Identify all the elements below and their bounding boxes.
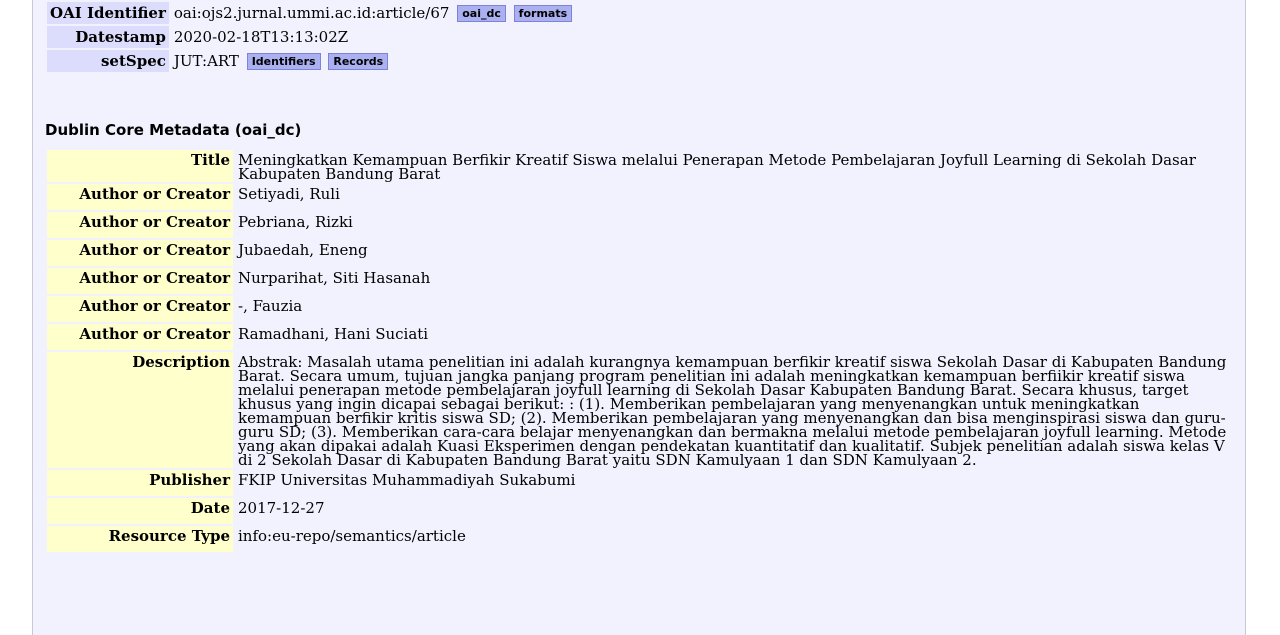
metadata-value: 2017-12-27 — [238, 499, 325, 517]
metadata-value: FKIP Universitas Muhammadiyah Sukabumi — [238, 471, 576, 489]
identifiers-link[interactable]: Identifiers — [247, 53, 321, 70]
metadata-value: Meningkatkan Kemampuan Berfikir Kreatif Siswa melalui Penerapan Metode Pembelajaran Joyfull Learning di Sekolah Dasar Kabupaten Bandung Barat — [238, 151, 1196, 183]
datestamp-row — [47, 26, 575, 48]
metadata-row-resource-type — [47, 526, 1233, 552]
oai-identifier-value-cell — [171, 2, 575, 24]
formats-link[interactable]: formats — [514, 5, 572, 22]
metadata-row-date — [47, 498, 1233, 524]
datestamp-label: Datestamp — [47, 26, 169, 48]
metadata-value: Setiyadi, Ruli — [238, 185, 340, 203]
metadata-row-author — [47, 240, 1233, 266]
metadata-row-author — [47, 184, 1233, 210]
metadata-row-author — [47, 296, 1233, 322]
metadata-label: Date — [47, 498, 233, 524]
record-panel — [32, 0, 1246, 635]
setspec-row — [47, 50, 575, 72]
metadata-row-author — [47, 324, 1233, 350]
metadata-value: info:eu-repo/semantics/article — [238, 527, 466, 545]
metadata-label: Description — [47, 352, 233, 468]
metadata-row-author — [47, 212, 1233, 238]
metadata-row-title — [47, 150, 1233, 182]
datestamp-value: 2020-02-18T13:13:02Z — [173, 28, 349, 46]
metadata-label: Author or Creator — [47, 296, 233, 322]
dublin-core-table — [45, 148, 1235, 554]
metadata-row-author — [47, 268, 1233, 294]
metadata-label: Title — [47, 150, 233, 182]
metadata-value: -, Fauzia — [238, 297, 303, 315]
metadata-label: Author or Creator — [47, 240, 233, 266]
metadata-label: Author or Creator — [47, 212, 233, 238]
oai-dc-link[interactable]: oai_dc — [457, 5, 506, 22]
oai-identifier-label: OAI Identifier — [47, 2, 169, 24]
metadata-label: Author or Creator — [47, 184, 233, 210]
metadata-row-description — [47, 352, 1233, 468]
setspec-label: setSpec — [47, 50, 169, 72]
setspec-value-cell — [171, 50, 575, 72]
metadata-value: Jubaedah, Eneng — [238, 241, 368, 259]
metadata-value: Nurparihat, Siti Hasanah — [238, 269, 431, 287]
metadata-value: Pebriana, Rizki — [238, 213, 353, 231]
metadata-value: Abstrak: Masalah utama penelitian ini adalah kurangnya kemampuan berfikir kreatif siswa Sekolah Dasar di Kabupaten Bandung Barat. Secara umum, tujuan jangka panjang program penelitian ini adalah meningkatkan kemampuan berfiikir kreatif siswa melalui penerapan metode pembelajaran joyfull learning di Sekolah Dasar Kabupaten Bandung Barat. Secara khusus, target khusus yang ingin dicapai sebagai berikut: : (1). Memberikan pembelajaran yang menyenangkan untuk meningkatkan kemampuan berfikir kritis siswa SD; (2). Memberikan pembelajaran yang menyenangkan dan bisa menginspirasi siswa dan guru-guru SD; (3). Memberikan cara-cara belajar menyenangkan dan bermakna melalui metode pembelajaran joyfull learning. Metode yang akan dipakai adalah Kuasi Eksperimen dengan pendekatan kuantitatif dan kualitatif. Subjek penelitian adalah siswa kelas V di 2 Sekolah Dasar di Kabupaten Bandung Barat yaitu SDN Kamulyaan 1 dan SDN Kamulyaan 2. — [238, 353, 1227, 469]
metadata-label: Author or Creator — [47, 268, 233, 294]
metadata-value: Ramadhani, Hani Suciati — [238, 325, 429, 343]
record-header-table — [45, 0, 577, 74]
metadata-label: Resource Type — [47, 526, 233, 552]
metadata-label: Author or Creator — [47, 324, 233, 350]
oai-identifier-value: oai:ojs2.jurnal.ummi.ac.id:article/67 — [173, 4, 450, 22]
metadata-label: Publisher — [47, 470, 233, 496]
oai-identifier-row — [47, 2, 575, 24]
section-title: Dublin Core Metadata (oai_dc) — [45, 121, 302, 139]
setspec-value: JUT:ART — [173, 52, 239, 70]
records-link[interactable]: Records — [328, 53, 388, 70]
metadata-row-publisher — [47, 470, 1233, 496]
